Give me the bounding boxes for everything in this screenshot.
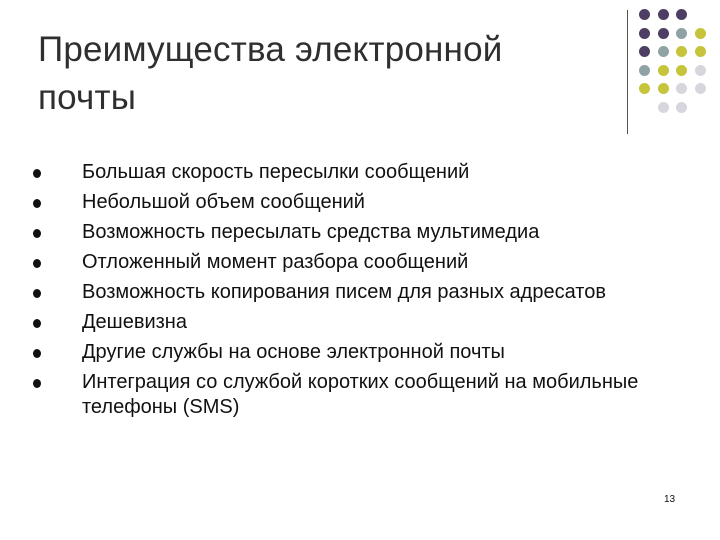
bullet-dot-icon — [33, 349, 41, 358]
decorative-dot — [676, 102, 687, 113]
decorative-dot — [676, 28, 687, 39]
bullet-dot-icon — [33, 169, 41, 178]
decorative-dot — [695, 46, 706, 57]
bullet-dot-icon — [33, 379, 41, 388]
bullet-item — [30, 220, 650, 245]
bullet-text: Дешевизна — [82, 311, 187, 333]
bullet-dot-icon — [33, 289, 41, 298]
decorative-dot — [676, 9, 687, 20]
bullet-dot-icon — [33, 319, 41, 328]
bullet-item — [30, 310, 650, 335]
decorative-dot — [639, 28, 650, 39]
divider-line — [627, 10, 628, 134]
bullet-item — [30, 370, 650, 420]
bullet-text: Большая скорость пересылки сообщений — [82, 161, 470, 183]
decorative-dot — [658, 102, 669, 113]
decorative-dot — [639, 65, 650, 76]
bullet-text: Возможность пересылать средства мультимедиа — [82, 221, 540, 243]
page-number: 13 — [664, 494, 676, 505]
bullet-item — [30, 340, 650, 365]
decorative-dot — [695, 65, 706, 76]
decorative-dot — [695, 83, 706, 94]
bullet-text: Возможность копирования писем для разных адресатов — [82, 281, 606, 303]
decorative-dot — [658, 46, 669, 57]
decorative-dot — [639, 9, 650, 20]
bullet-item — [30, 280, 650, 305]
bullet-item — [30, 190, 650, 215]
slide-title: Преимущества электронной почты — [38, 30, 503, 117]
decorative-dot — [676, 46, 687, 57]
decorative-dot — [676, 65, 687, 76]
bullet-item — [30, 160, 650, 185]
decorative-dot — [639, 83, 650, 94]
bullet-text: Небольшой объем сообщений — [82, 191, 365, 213]
decorative-dot — [658, 9, 669, 20]
decorative-dot — [658, 83, 669, 94]
decorative-dot — [639, 46, 650, 57]
bullet-list — [30, 160, 650, 425]
bullet-dot-icon — [33, 199, 41, 208]
decorative-dot — [695, 28, 706, 39]
decorative-dot — [658, 28, 669, 39]
bullet-dot-icon — [33, 259, 41, 268]
bullet-dot-icon — [33, 229, 41, 238]
dot-grid-decoration — [639, 9, 720, 121]
bullet-text: Интеграция со службой коротких сообщений на мобильные телефоны (SMS) — [82, 371, 639, 418]
decorative-dot — [676, 83, 687, 94]
bullet-text: Отложенный момент разбора сообщений — [82, 251, 469, 273]
bullet-text: Другие службы на основе электронной почты — [82, 341, 505, 363]
bullet-item — [30, 250, 650, 275]
decorative-dot — [658, 65, 669, 76]
